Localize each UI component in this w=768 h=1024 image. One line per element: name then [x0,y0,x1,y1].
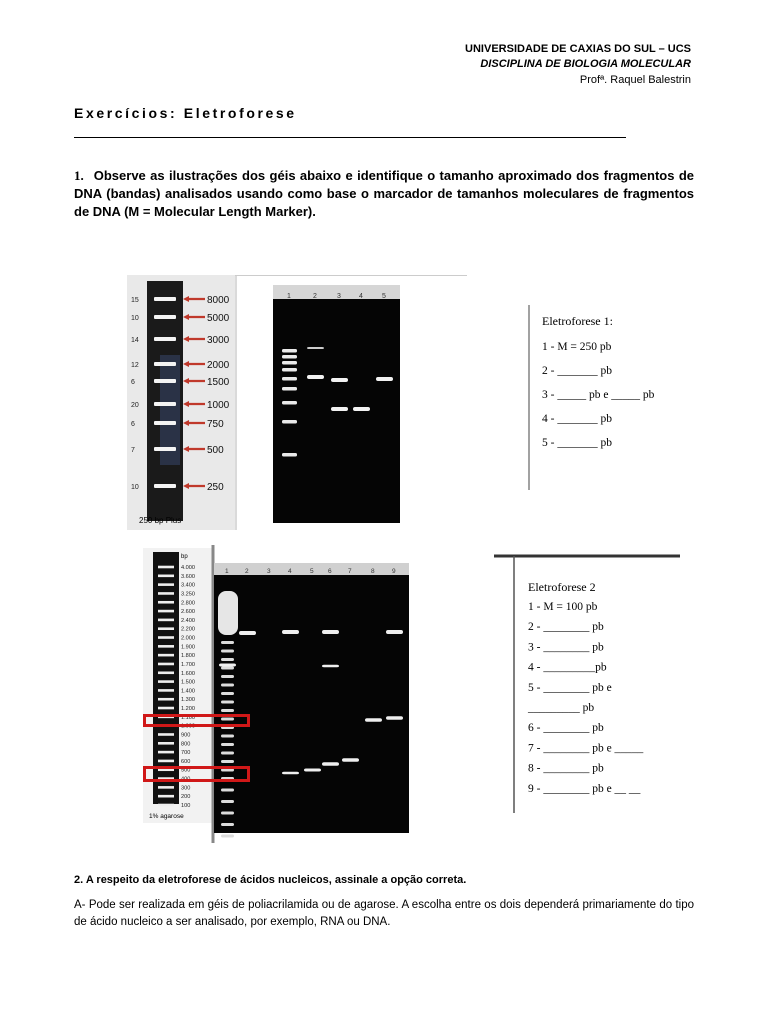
ladder1-lane-number: 10 [131,315,139,322]
gel2-band [239,631,256,635]
gel1-band [282,361,297,365]
ladder2-band [158,636,174,639]
ladder2-size-label: 3.400 [181,582,195,589]
ladder1-lane-number: 20 [131,402,139,409]
gel1-band [282,401,297,405]
ladder1-lane-number: 10 [131,484,139,491]
gel1-band [331,378,348,382]
ladder1-lane-number: 15 [131,297,139,304]
ladder1-size-label: 250 [207,482,224,493]
gel1-band [353,407,370,411]
ladder2-band [158,592,174,595]
professor-name: Profª. Raquel Balestrin [579,74,691,86]
ladder2-band [158,698,174,701]
ladder2-band [158,707,174,710]
gel2-band [304,769,321,772]
gel2-lane-label: 9 [392,568,396,575]
ladder2-size-label: 600 [181,758,191,765]
ladder2-size-label: 800 [181,741,191,748]
worksheet1-heading: Eletroforese 1: [542,314,613,328]
ladder2-band [158,751,174,754]
university-name: UNIVERSIDADE DE CAXIAS DO SUL – UCS [465,43,691,55]
ladder1-lane-number: 6 [131,421,135,428]
ladder2-size-label: 1.100 [181,714,195,721]
gel2-band [282,772,299,775]
worksheet1-line: 2 - _______ pb [542,365,612,377]
gel2-band [386,630,403,634]
gel1-band [331,407,348,411]
ladder2-band [158,742,174,745]
ladder2-size-label: 1.800 [181,653,195,660]
ladder2-size-label: 100 [181,803,191,809]
ladder1-band [154,379,176,383]
ladder2-size-label: 1.300 [181,697,195,704]
page-title: Exercícios: Eletroforese [74,105,297,121]
worksheet1-line: 5 - _______ pb [542,437,612,449]
gel2-lane-label: 4 [288,568,292,575]
gel2-band [221,684,234,687]
gel2-band [221,823,234,826]
question-2-heading: 2. A respeito da eletroforese de ácidos nucleicos, assinale a opção correta. [74,874,467,886]
gel1-lane-label: 3 [337,293,341,300]
gel1-band [282,355,297,359]
ladder1-lane-number: 6 [131,379,135,386]
worksheet2-line: 6 - ________ pb [528,722,604,735]
ladder1-size-label: 500 [207,445,224,456]
ladder2-band [158,627,174,630]
gel1-band [307,347,324,349]
ladder1-band [154,421,176,425]
gel2-band [221,752,234,755]
gel2-band [221,701,234,704]
gel2-band [221,789,234,792]
ladder2-band [158,671,174,674]
worksheet2-line: 8 - ________ pb [528,762,604,775]
gel2-band [221,709,234,712]
question-2-option-a: A- Pode ser realizada em géis de poliacrilamida ou de agarose. A escolha entre os dois dependerá primariamente do tipo de ácido nucleico a ser analisado, por exemplo, RNA ou DNA. [74,899,694,928]
ladder2-size-label: 700 [181,750,191,757]
worksheet2-line: 5 - ________ pb e [528,681,612,694]
gel2-band [322,665,339,668]
figure1-ladder-caption: 250 bp Plus [139,516,182,525]
question-1-number: 1. [74,168,84,183]
worksheet2-line: 7 - ________ pb e _____ [528,742,644,755]
ladder1-size-label: 8000 [207,295,230,306]
ladder2-band [158,601,174,604]
ladder2-size-label: 1.600 [181,670,195,677]
ladder1-lane-number: 12 [131,362,139,369]
ladder1-lane-number: 7 [131,447,135,454]
ladder1-band [154,315,176,319]
gel2-lane-label: 3 [267,568,271,575]
gel1-lane-label: 1 [287,293,291,300]
ladder2-size-label: 1.200 [181,706,195,713]
gel2-lane-label: 5 [310,568,314,575]
ladder2-band [158,575,174,578]
ladder2-size-label: 1.900 [181,644,195,651]
gel2-band [221,675,234,678]
ladder2-band [158,654,174,657]
ladder1-lane-number: 14 [131,337,139,344]
ladder2-band [158,689,174,692]
gel2-band [221,735,234,738]
gel1-band [376,377,393,381]
ladder2-size-label: 1.000 [181,723,195,730]
figure2-gel-image [200,545,420,843]
highlight-box-500 [143,766,250,782]
ladder1-band [154,402,176,406]
figure2-worksheet [494,553,680,813]
gel2-lane-label: 6 [328,568,332,575]
gel2-lane-label: 8 [371,568,375,575]
ladder2-band [158,610,174,613]
figure2-ladder-caption: 1% agarose [149,813,184,820]
worksheet2-line: 9 - ________ pb e __ __ [528,782,641,795]
ladder1-band [154,337,176,341]
gel2-band [342,758,359,762]
question-1 [74,167,694,221]
ladder1-size-label: 1000 [207,400,230,411]
ladder2-size-label: 500 [181,767,191,774]
ladder2-band [158,619,174,622]
discipline-name: DISCIPLINA DE BIOLOGIA MOLECULAR [480,58,691,70]
worksheet2-heading: Eletroforese 2 [528,580,596,594]
worksheet2-line: 2 - ________ pb [528,621,604,634]
gel1-band [282,349,297,353]
ladder2-size-label: 300 [181,785,191,792]
gel2-band [221,760,234,763]
ladder2-size-label: 2.000 [181,635,195,642]
ladder2-band [158,583,174,586]
gel1-band [307,375,324,379]
gel2-band [221,743,234,746]
gel1-band [282,420,297,424]
ladder2-band [158,795,174,798]
worksheet2-line: 1 - M = 100 pb [528,601,598,613]
gel2-band [386,716,403,720]
gel1-lane-label: 2 [313,293,317,300]
title-underline [74,137,626,138]
gel2-band [219,664,236,667]
gel2-band [218,591,238,635]
worksheet1-line: 4 - _______ pb [542,413,612,425]
ladder2-size-label: 1.700 [181,661,195,668]
gel2-band [221,658,234,661]
ladder2-band [158,645,174,648]
gel2-band [322,630,339,634]
ladder2-size-label: 900 [181,732,191,739]
ladder1-size-label: 750 [207,419,224,430]
figure2-ladder-unit: bp [181,554,188,560]
ladder1-band [154,362,176,366]
gel2-band [221,650,234,653]
gel1-lane-label: 5 [382,293,386,300]
ladder2-size-label: 3.600 [181,573,195,580]
gel1-band [282,453,297,457]
gel1-band [282,368,297,372]
ladder2-size-label: 1.500 [181,679,195,686]
gel2-band [221,800,234,803]
figure1-ladder-image [127,275,237,530]
gel2-band [221,667,234,670]
gel2-lane-label: 7 [348,568,352,575]
ladder2-size-label: 2.600 [181,609,195,616]
ladder2-band [158,663,174,666]
ladder2-band [158,786,174,789]
ladder1-size-label: 2000 [207,360,230,371]
gel1-lane-label: 4 [359,293,363,300]
ladder1-band [154,484,176,488]
ladder1-size-label: 1500 [207,377,230,388]
question-1-text: Observe as ilustrações dos géis abaixo e identifique o tamanho aproximado dos fragmentos de DNA (bandas) analisados usando como base o marcador de tamanhos moleculares de fragmentos de DNA (M = Molecular Length Marker). [74,168,694,219]
ladder1-band [154,447,176,451]
gel1-band [282,387,297,391]
ladder2-size-label: 2.800 [181,600,195,607]
ladder1-band [154,297,176,301]
ladder2-band [158,566,174,569]
worksheet2-line: 3 - ________ pb [528,641,604,654]
gel2-lane-label: 1 [225,568,229,575]
gel2-band [221,692,234,695]
worksheet2-line: 4 - _________pb [528,661,607,674]
ladder2-band [158,733,174,736]
gel2-band [365,718,382,722]
gel2-band [282,630,299,634]
ladder2-band [158,680,174,683]
worksheet1-line: 1 - M = 250 pb [542,341,612,353]
ladder2-size-label: 2.400 [181,617,195,624]
figure1-gel-image [235,275,467,530]
ladder2-size-label: 2.200 [181,626,195,633]
worksheet2-line: _________ pb [528,702,595,714]
ladder2-size-label: 200 [181,794,191,801]
gel2-band [221,812,234,815]
ladder2-band [158,804,174,807]
gel2-band [221,641,234,644]
ladder2-size-label: 3.250 [181,591,195,598]
ladder2-size-label: 4.000 [181,565,195,571]
gel2-band [322,762,339,766]
gel2-lane-label: 2 [245,568,249,575]
ladder1-size-label: 3000 [207,335,230,346]
figure1-worksheet [528,305,688,490]
highlight-box-1100 [143,714,250,727]
gel1-band [282,377,297,381]
ladder2-band [158,760,174,763]
gel2-band [221,835,234,838]
ladder1-size-label: 5000 [207,313,230,324]
ladder2-size-label: 400 [181,776,191,783]
ladder2-size-label: 1.400 [181,688,195,695]
worksheet1-line: 3 - _____ pb e _____ pb [542,389,655,401]
